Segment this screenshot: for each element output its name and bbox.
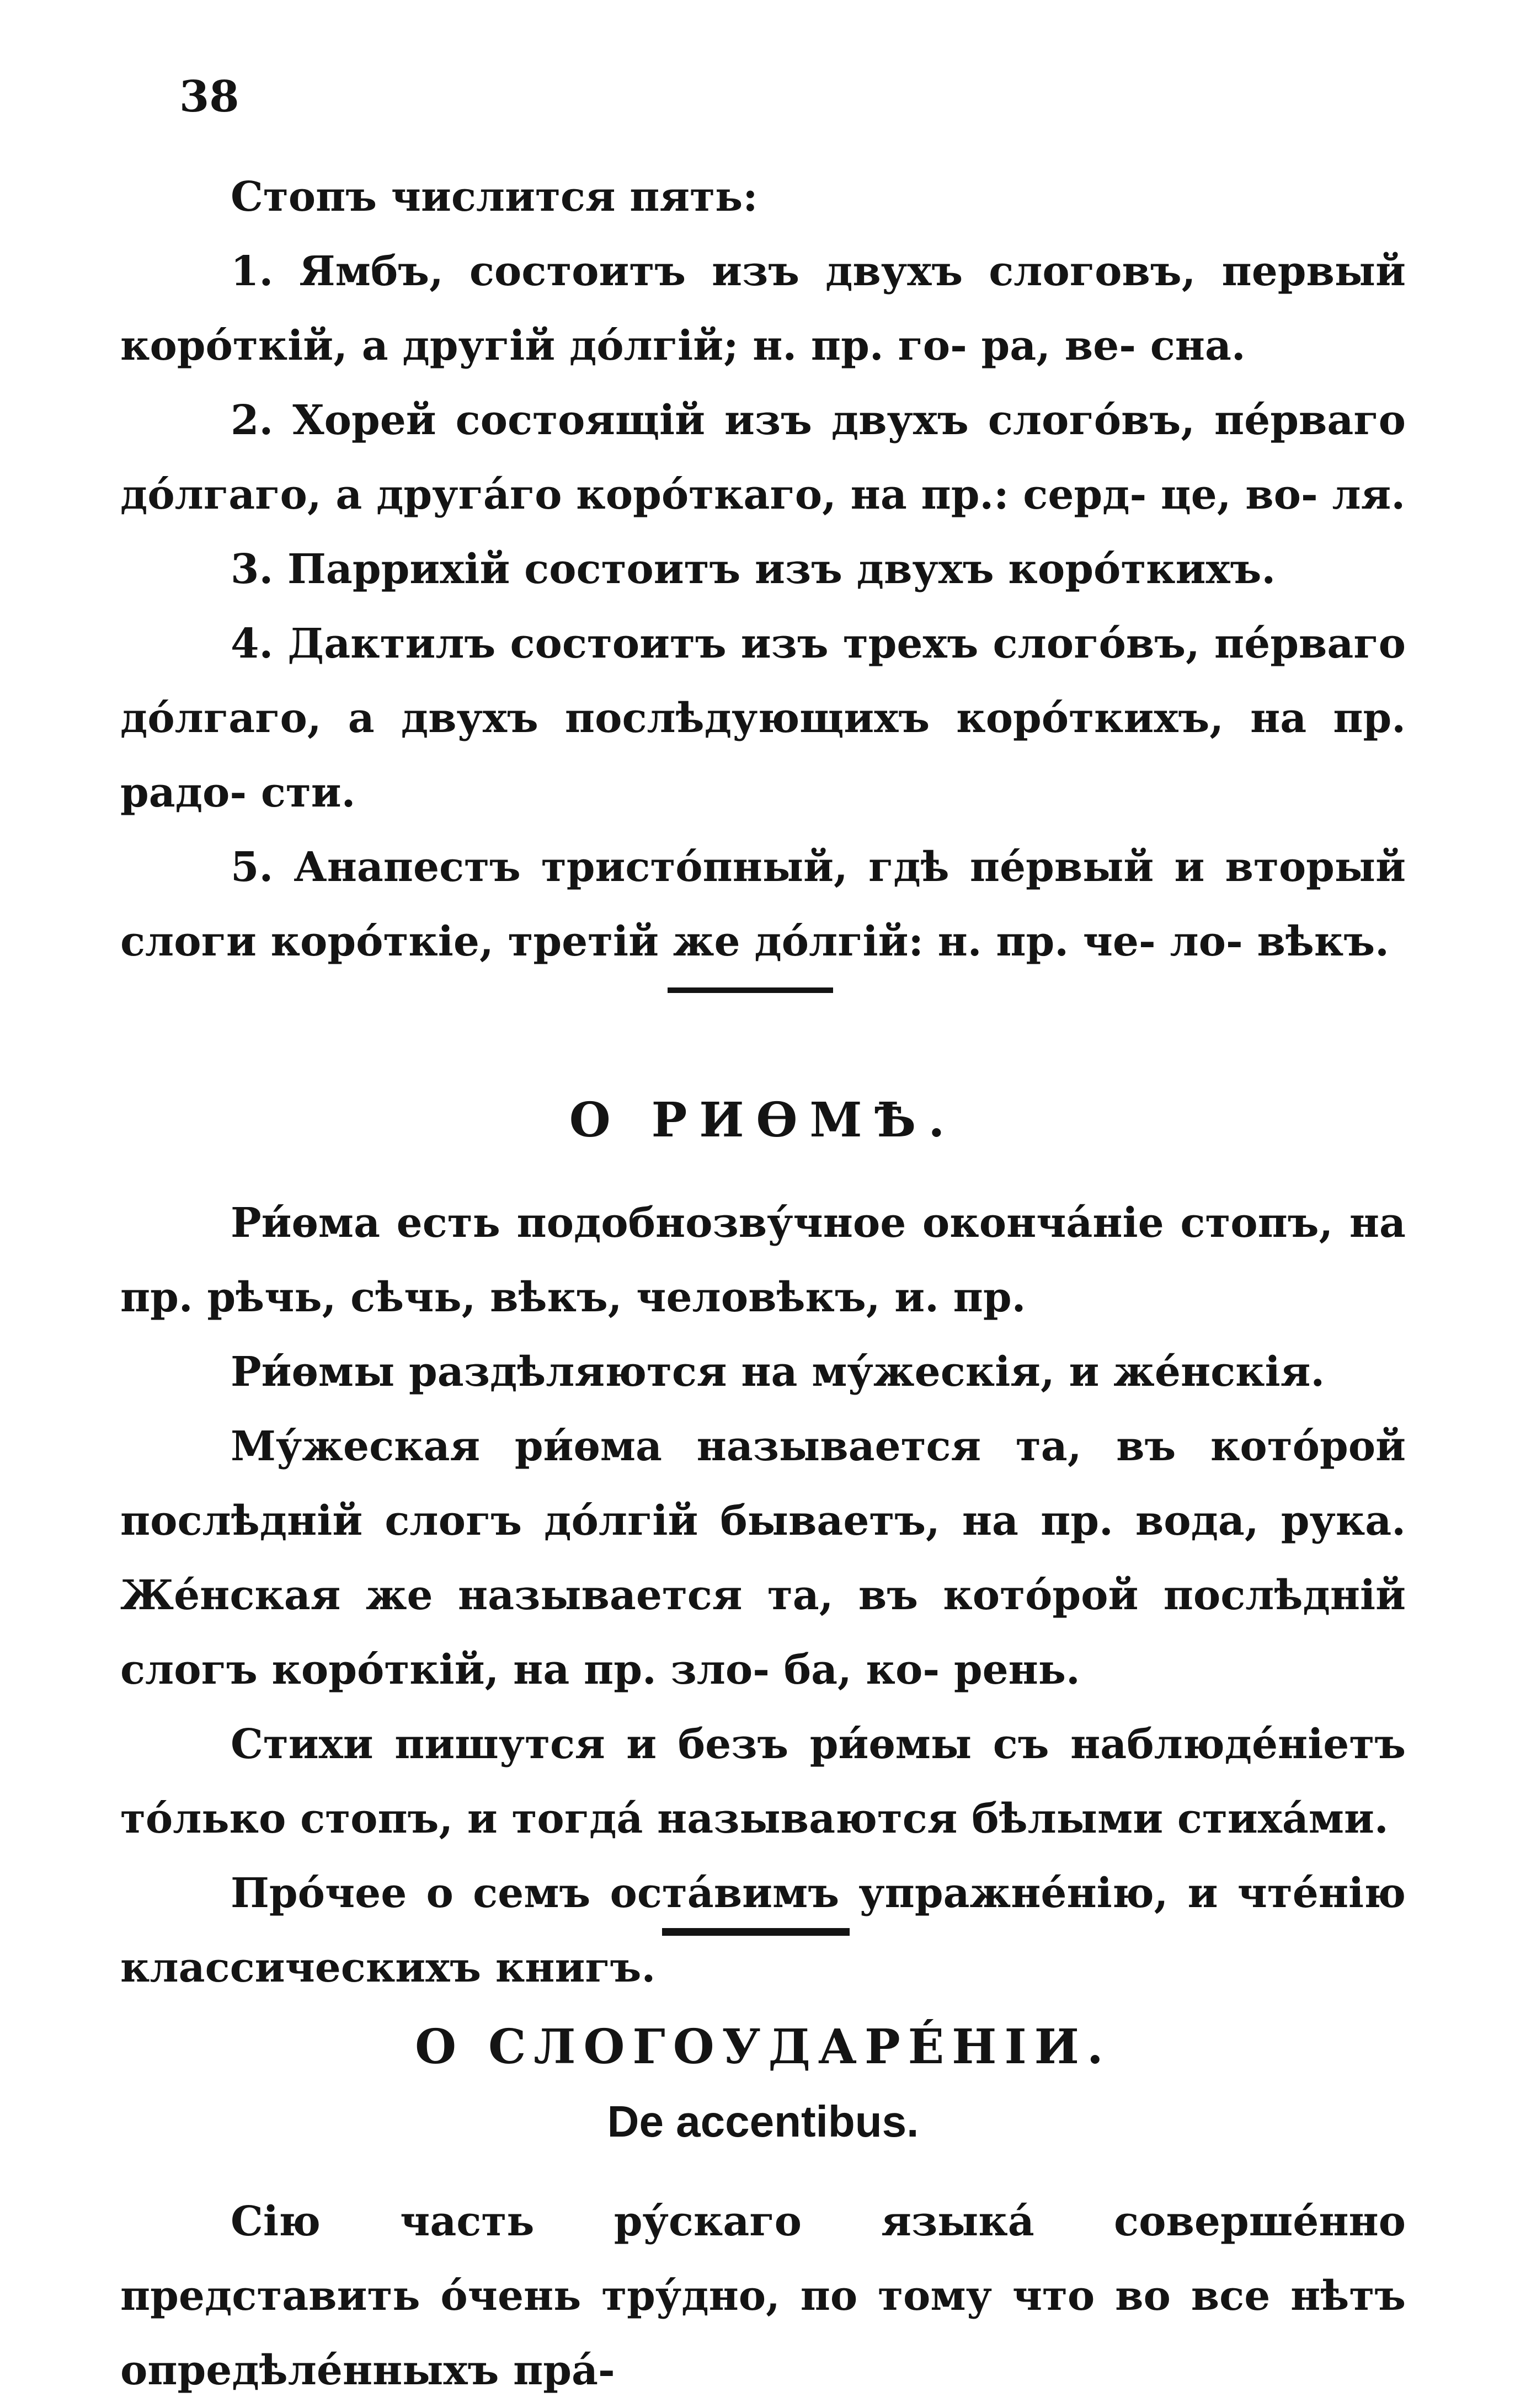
paragraph: Про́чее о семъ остáвимъ упражнéнію, и чтéнію классическихъ книгъ.	[120, 1870, 1406, 1991]
paragraph: 3. Паррихій состоитъ изъ двухъ коро́ткихъ.	[231, 546, 1276, 593]
paragraph: Стихи пишутся и безъ ри́ѳмы съ наблюдéніетъ то́лько стопъ, и тогдá называются бѣлыми стихáми.	[120, 1721, 1406, 1843]
section-accents	[120, 2185, 1406, 2408]
paragraph: Ри́ѳма есть подобнозву́чное окончáніе стопъ, на пр. рѣчь, сѣчь, вѣкъ, человѣкъ, и. пр.	[120, 1199, 1406, 1321]
section-divider	[668, 987, 833, 993]
section-divider	[662, 1928, 850, 1936]
paragraph: Стопъ числится пять:	[231, 173, 758, 221]
paragraph: 2. Хорей состоящій изъ двухъ слогóвъ, пéрваго до́лгаго, а другáго коро́ткаго, на пр.: серд- це, во- ля.	[120, 397, 1406, 519]
paragraph: 1. Ямбъ, состоитъ изъ двухъ слоговъ, первый коро́ткій, а другій до́лгій; н. пр. го- ра, ве- сна.	[120, 248, 1406, 370]
paragraph: Сію часть ру́скаго языкá совершéнно представить о́чень тру́дно, по тому что во все нѣтъ опредѣлéнныхъ прá-	[120, 2198, 1406, 2394]
section-subheading: De accentibus.	[607, 2097, 919, 2146]
section-heading: О РИѲМѢ.	[569, 1092, 957, 1148]
paragraph: 4. Дактилъ состоитъ изъ трехъ слогóвъ, пéрваго до́лгаго, а двухъ послѣдующихъ коро́ткихъ, на пр. радо- сти.	[120, 620, 1406, 816]
paragraph: Ри́ѳмы раздѣляются на му́жескія, и жéнскія.	[231, 1348, 1325, 1396]
section-rhyme	[120, 1186, 1406, 2005]
paragraph: 5. Анапестъ тристо́пный, гдѣ пéрвый и вторый слоги коро́ткіе, третій же до́лгій: н. пр. че- ло- вѣкъ.	[120, 843, 1406, 965]
section-feet	[120, 160, 1406, 979]
page-number: 38	[179, 72, 239, 122]
paragraph: Му́жеская ри́ѳма называется та, въ кото́рой послѣдній слогъ до́лгій бываетъ, на пр. вода, рука. Жéнская же называется та, въ кото́рой послѣдній слогъ коро́ткій, на пр. зло- ба, ко- рень.	[120, 1423, 1406, 1694]
section-heading: О СЛОГОУДАРÉНІИ.	[415, 2019, 1111, 2075]
